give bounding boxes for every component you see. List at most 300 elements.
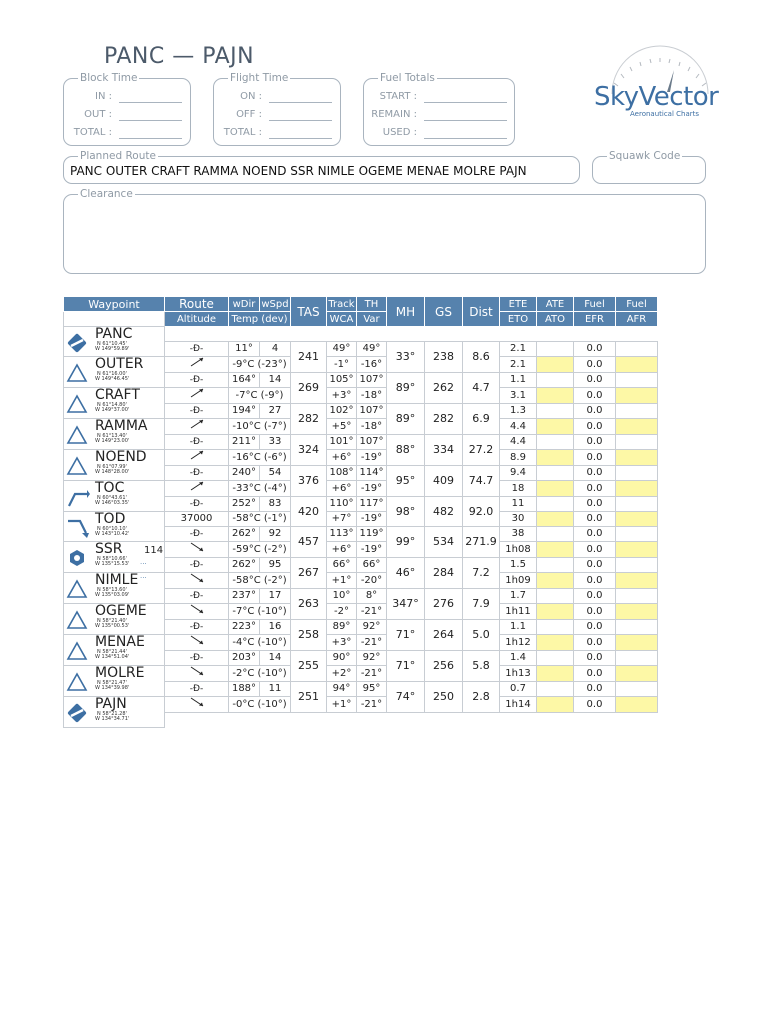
leg-gs: 256 <box>425 651 463 682</box>
leg-efr: 0.0 <box>574 357 616 373</box>
leg-efr: 0.0 <box>574 697 616 713</box>
leg-afr[interactable] <box>616 481 658 497</box>
leg-fuel-2[interactable] <box>616 404 658 419</box>
leg-ate[interactable] <box>537 497 574 512</box>
leg-mh: 89° <box>387 373 425 404</box>
leg-altitude <box>165 450 229 466</box>
leg-ate[interactable] <box>537 558 574 573</box>
leg-wdir: 262° <box>229 558 260 573</box>
leg-route: -Ð- <box>165 682 229 697</box>
leg-fuel: 0.0 <box>574 435 616 450</box>
leg-th: 107° <box>357 435 387 450</box>
leg-eto: 1h08 <box>500 542 537 558</box>
waypoint-name: RAMMA <box>95 418 148 434</box>
leg-route: -Ð- <box>165 435 229 450</box>
leg-afr[interactable] <box>616 512 658 527</box>
leg-ato[interactable] <box>537 697 574 713</box>
leg-mh: 71° <box>387 620 425 651</box>
triangle-icon <box>66 362 88 382</box>
climb-arrow-icon <box>190 450 204 460</box>
leg-ato[interactable] <box>537 481 574 497</box>
planned-route-value[interactable]: PANC OUTER CRAFT RAMMA NOEND SSR NIMLE OGEME MENAE MOLRE PAJN <box>70 164 527 178</box>
planned-route-legend: Planned Route <box>80 150 156 162</box>
leg-ete: 4.4 <box>500 435 537 450</box>
leg-wspd: 14 <box>260 373 291 388</box>
fuel-start-field[interactable] <box>424 102 507 103</box>
col-ete: ETE <box>500 297 537 312</box>
leg-afr[interactable] <box>616 635 658 651</box>
leg-wca: +1° <box>327 697 357 713</box>
leg-ete: 2.1 <box>500 342 537 357</box>
descent-arrow-icon <box>190 635 204 645</box>
leg-th: 119° <box>357 527 387 542</box>
leg-fuel: 0.0 <box>574 342 616 357</box>
table-row <box>64 542 658 558</box>
leg-wdir: 240° <box>229 466 260 481</box>
waypoint-lat: N 58°21.28' <box>97 711 127 717</box>
descent-arrow-icon <box>190 573 204 583</box>
leg-var: -19° <box>357 542 387 558</box>
leg-wspd: 27 <box>260 404 291 419</box>
leg-gs: 264 <box>425 620 463 651</box>
table-row <box>64 512 658 527</box>
leg-fuel-2[interactable] <box>616 651 658 666</box>
leg-ate[interactable] <box>537 682 574 697</box>
table-row <box>64 419 658 435</box>
leg-route: -Ð- <box>165 558 229 573</box>
leg-ate[interactable] <box>537 435 574 450</box>
col-ate: ATE <box>537 297 574 312</box>
leg-dist: 271.9 <box>463 527 500 558</box>
leg-ete: 1.1 <box>500 373 537 388</box>
waypoint-lat: N 58°10.66' <box>97 556 127 562</box>
waypoint-cell[interactable] <box>64 666 165 697</box>
leg-gs: 282 <box>425 404 463 435</box>
waypoint-name: PANC <box>95 326 133 342</box>
leg-gs: 482 <box>425 497 463 527</box>
leg-wspd: 33 <box>260 435 291 450</box>
leg-efr: 0.0 <box>574 604 616 620</box>
leg-afr[interactable] <box>616 419 658 435</box>
triangle-icon <box>66 609 88 629</box>
leg-wca: +3° <box>327 635 357 651</box>
leg-eto: 1h12 <box>500 635 537 651</box>
leg-var: -21° <box>357 666 387 682</box>
leg-wdir: 252° <box>229 497 260 512</box>
waypoint-lat: N 60°10.10' <box>97 526 127 532</box>
flight-off-field[interactable] <box>269 120 332 121</box>
leg-fuel: 0.0 <box>574 558 616 573</box>
leg-fuel-2[interactable] <box>616 527 658 542</box>
leg-fuel-2[interactable] <box>616 558 658 573</box>
col-wca: WCA <box>327 312 357 327</box>
leg-afr[interactable] <box>616 697 658 713</box>
waypoint-cell[interactable] <box>64 419 165 450</box>
leg-route: -Ð- <box>165 373 229 388</box>
col-wdir: wDir <box>229 297 260 312</box>
leg-route: -Ð- <box>165 527 229 542</box>
leg-mh: 74° <box>387 682 425 713</box>
descent-icon <box>66 517 88 537</box>
waypoint-cell[interactable] <box>64 450 165 481</box>
leg-th: 107° <box>357 404 387 419</box>
leg-gs: 284 <box>425 558 463 589</box>
table-row <box>64 604 658 620</box>
leg-gs: 334 <box>425 435 463 466</box>
waypoint-cell[interactable] <box>64 604 165 635</box>
leg-ate[interactable] <box>537 342 574 357</box>
leg-route: -Ð- <box>165 589 229 604</box>
leg-wca: -1° <box>327 357 357 373</box>
fuel-totals-legend: Fuel Totals <box>380 72 435 84</box>
table-row <box>64 635 658 651</box>
waypoint-cell[interactable] <box>64 327 165 357</box>
leg-ato[interactable] <box>537 604 574 620</box>
leg-th: 92° <box>357 620 387 635</box>
waypoint-lat: N 60°43.61' <box>97 495 127 501</box>
leg-ato[interactable] <box>537 357 574 373</box>
waypoint-name: NOEND <box>95 449 147 465</box>
waypoint-lat: N 61°10.45' <box>97 341 127 347</box>
leg-ate[interactable] <box>537 651 574 666</box>
leg-track: 113° <box>327 527 357 542</box>
col-var: Var <box>357 312 387 327</box>
leg-efr: 0.0 <box>574 450 616 466</box>
leg-wspd: 4 <box>260 342 291 357</box>
leg-eto: 1h13 <box>500 666 537 682</box>
leg-fuel: 0.0 <box>574 404 616 419</box>
flight-total-label: TOTAL : <box>223 127 262 138</box>
leg-wdir: 211° <box>229 435 260 450</box>
leg-wspd: 16 <box>260 620 291 635</box>
block-out-field[interactable] <box>119 120 182 121</box>
col-tas: TAS <box>291 297 327 327</box>
leg-wdir: 164° <box>229 373 260 388</box>
leg-tas: 255 <box>291 651 327 682</box>
leg-wca: +6° <box>327 481 357 497</box>
leg-wspd: 11 <box>260 682 291 697</box>
leg-var: -19° <box>357 481 387 497</box>
leg-fuel: 0.0 <box>574 527 616 542</box>
leg-wdir: 194° <box>229 404 260 419</box>
leg-altitude <box>165 481 229 497</box>
leg-dist: 5.8 <box>463 651 500 682</box>
waypoint-name: MENAE <box>95 634 145 650</box>
leg-efr: 0.0 <box>574 481 616 497</box>
waypoint-cell[interactable] <box>64 357 165 388</box>
leg-mh: 89° <box>387 404 425 435</box>
squawk-box[interactable] <box>592 150 706 184</box>
clearance-box[interactable] <box>63 188 706 274</box>
leg-altitude <box>165 573 229 589</box>
leg-afr[interactable] <box>616 388 658 404</box>
leg-fuel: 0.0 <box>574 682 616 697</box>
leg-ete: 1.4 <box>500 651 537 666</box>
leg-fuel-2[interactable] <box>616 373 658 388</box>
triangle-icon <box>66 671 88 691</box>
leg-ato[interactable] <box>537 388 574 404</box>
leg-wca: +3° <box>327 388 357 404</box>
leg-mh: 88° <box>387 435 425 466</box>
leg-wdir: 262° <box>229 527 260 542</box>
leg-th: 92° <box>357 651 387 666</box>
flight-on-field[interactable] <box>269 102 332 103</box>
climb-arrow-icon <box>190 481 204 491</box>
waypoint-lon: W 148°28.00' <box>95 469 130 475</box>
leg-track: 105° <box>327 373 357 388</box>
leg-wspd: 92 <box>260 527 291 542</box>
flight-total-field[interactable] <box>269 138 332 139</box>
leg-track: 110° <box>327 497 357 512</box>
table-row <box>64 450 658 466</box>
triangle-icon <box>66 424 88 444</box>
leg-afr[interactable] <box>616 604 658 620</box>
leg-eto: 30 <box>500 512 537 527</box>
leg-route: -Ð- <box>165 342 229 357</box>
leg-tas: 324 <box>291 435 327 466</box>
leg-temp: -2°C (-10°) <box>229 666 291 682</box>
leg-fuel: 0.0 <box>574 651 616 666</box>
col-fuel-2: Fuel <box>616 297 658 312</box>
block-in-field[interactable] <box>119 102 182 103</box>
waypoint-cell[interactable] <box>64 512 165 542</box>
col-fuel: Fuel <box>574 297 616 312</box>
leg-ato[interactable] <box>537 450 574 466</box>
leg-tas: 267 <box>291 558 327 589</box>
leg-dist: 74.7 <box>463 466 500 497</box>
col-waypoint: Waypoint <box>64 297 165 312</box>
leg-temp: -58°C (-2°) <box>229 573 291 589</box>
leg-var: -21° <box>357 635 387 651</box>
morse-icon: ··· ··· <box>140 560 147 582</box>
waypoint-lon: W 149°23.00' <box>95 438 130 444</box>
leg-ete: 1.1 <box>500 620 537 635</box>
leg-temp: -10°C (-7°) <box>229 419 291 435</box>
leg-temp: -59°C (-2°) <box>229 542 291 558</box>
leg-track: 89° <box>327 620 357 635</box>
leg-afr[interactable] <box>616 450 658 466</box>
leg-ato[interactable] <box>537 542 574 558</box>
leg-wspd: 83 <box>260 497 291 512</box>
leg-fuel-2[interactable] <box>616 497 658 512</box>
leg-tas: 258 <box>291 620 327 651</box>
leg-efr: 0.0 <box>574 388 616 404</box>
waypoint-lon: W 149°37.00' <box>95 407 130 413</box>
block-time-legend: Block Time <box>80 72 138 84</box>
leg-ato[interactable] <box>537 635 574 651</box>
leg-gs: 276 <box>425 589 463 620</box>
leg-track: 101° <box>327 435 357 450</box>
waypoint-name: OUTER <box>95 356 144 372</box>
flight-time-legend: Flight Time <box>230 72 289 84</box>
waypoint-cell[interactable] <box>64 573 165 604</box>
leg-var: -18° <box>357 419 387 435</box>
waypoint-name: TOD <box>95 511 126 527</box>
fuel-used-field[interactable] <box>424 138 507 139</box>
waypoint-lon: W 146°03.35' <box>95 500 130 506</box>
waypoint-lat: N 58°13.60' <box>97 587 127 593</box>
leg-temp: -4°C (-10°) <box>229 635 291 651</box>
leg-fuel-2[interactable] <box>616 620 658 635</box>
leg-ate[interactable] <box>537 404 574 419</box>
waypoint-name: PAJN <box>95 696 127 712</box>
leg-gs: 250 <box>425 682 463 713</box>
fuel-remain-field[interactable] <box>424 120 507 121</box>
leg-gs: 534 <box>425 527 463 558</box>
vor-icon <box>66 547 88 567</box>
leg-route: -Ð- <box>165 497 229 512</box>
leg-afr[interactable] <box>616 573 658 589</box>
leg-tas: 241 <box>291 342 327 373</box>
leg-ate[interactable] <box>537 373 574 388</box>
leg-tas: 376 <box>291 466 327 497</box>
leg-ato[interactable] <box>537 666 574 682</box>
leg-eto: 2.1 <box>500 357 537 373</box>
leg-dist: 7.2 <box>463 558 500 589</box>
leg-ete: 38 <box>500 527 537 542</box>
leg-mh: 46° <box>387 558 425 589</box>
leg-eto: 8.9 <box>500 450 537 466</box>
leg-altitude <box>165 357 229 373</box>
descent-arrow-icon <box>190 542 204 552</box>
waypoint-cell[interactable] <box>64 635 165 666</box>
waypoint-lon: W 134°34.71' <box>95 716 130 722</box>
waypoint-frequency: 114 <box>144 545 164 556</box>
waypoint-lon: W 134°51.04' <box>95 654 130 660</box>
waypoint-name: CRAFT <box>95 387 140 403</box>
waypoint-name: OGEME <box>95 603 147 619</box>
block-total-label: TOTAL : <box>73 127 112 138</box>
leg-dist: 8.6 <box>463 342 500 373</box>
leg-fuel-2[interactable] <box>616 342 658 357</box>
leg-ato[interactable] <box>537 419 574 435</box>
table-row <box>64 357 658 373</box>
leg-wdir: 188° <box>229 682 260 697</box>
leg-wdir: 203° <box>229 651 260 666</box>
leg-temp: -33°C (-4°) <box>229 481 291 497</box>
leg-afr[interactable] <box>616 666 658 682</box>
leg-ate[interactable] <box>537 589 574 604</box>
leg-temp: -0°C (-10°) <box>229 697 291 713</box>
leg-fuel: 0.0 <box>574 589 616 604</box>
leg-altitude <box>165 419 229 435</box>
waypoint-cell[interactable] <box>64 697 165 728</box>
waypoint-lat: N 61°13.40' <box>97 433 127 439</box>
leg-temp: -7°C (-10°) <box>229 604 291 620</box>
leg-gs: 409 <box>425 466 463 497</box>
leg-track: 102° <box>327 404 357 419</box>
leg-wspd: 14 <box>260 651 291 666</box>
leg-ate[interactable] <box>537 527 574 542</box>
leg-fuel-2[interactable] <box>616 682 658 697</box>
leg-temp: -9°C (-23°) <box>229 357 291 373</box>
col-afr: AFR <box>616 312 658 327</box>
leg-fuel: 0.0 <box>574 620 616 635</box>
leg-wca: +1° <box>327 573 357 589</box>
leg-altitude <box>165 697 229 713</box>
table-row <box>64 666 658 682</box>
waypoint-cell[interactable] <box>64 388 165 419</box>
leg-ate[interactable] <box>537 466 574 481</box>
leg-fuel-2[interactable] <box>616 435 658 450</box>
leg-altitude <box>165 635 229 651</box>
leg-tas: 269 <box>291 373 327 404</box>
flight-off-label: OFF : <box>236 109 262 120</box>
leg-var: -21° <box>357 604 387 620</box>
leg-track: 49° <box>327 342 357 357</box>
leg-ato[interactable] <box>537 512 574 527</box>
leg-efr: 0.0 <box>574 419 616 435</box>
leg-fuel: 0.0 <box>574 466 616 481</box>
leg-ate[interactable] <box>537 620 574 635</box>
leg-th: 49° <box>357 342 387 357</box>
leg-fuel-2[interactable] <box>616 466 658 481</box>
fuel-used-label: USED : <box>382 127 417 138</box>
leg-eto: 1h11 <box>500 604 537 620</box>
leg-wdir: 237° <box>229 589 260 604</box>
waypoint-name: TOC <box>95 480 125 496</box>
waypoint-name: SSR <box>95 541 123 557</box>
leg-wspd: 54 <box>260 466 291 481</box>
leg-var: -19° <box>357 512 387 527</box>
leg-altitude <box>165 604 229 620</box>
leg-ete: 1.7 <box>500 589 537 604</box>
col-waypoint-sub <box>64 312 165 327</box>
leg-afr[interactable] <box>616 542 658 558</box>
leg-tas: 420 <box>291 497 327 527</box>
leg-dist: 6.9 <box>463 404 500 435</box>
col-eto: ETO <box>500 312 537 327</box>
leg-wspd: 17 <box>260 589 291 604</box>
col-gs: GS <box>425 297 463 327</box>
waypoint-lon: W 135°00.53' <box>95 623 130 629</box>
leg-th: 107° <box>357 373 387 388</box>
leg-altitude: 37000 <box>165 512 229 527</box>
climb-arrow-icon <box>190 357 204 367</box>
leg-dist: 92.0 <box>463 497 500 527</box>
fuel-start-label: START : <box>379 91 417 102</box>
airport-icon <box>66 332 88 352</box>
table-row <box>64 388 658 404</box>
waypoint-cell[interactable] <box>64 481 165 512</box>
leg-wca: +2° <box>327 666 357 682</box>
flight-on-label: ON : <box>240 91 262 102</box>
col-ato: ATO <box>537 312 574 327</box>
descent-arrow-icon <box>190 604 204 614</box>
leg-eto: 3.1 <box>500 388 537 404</box>
leg-eto: 4.4 <box>500 419 537 435</box>
descent-arrow-icon <box>190 697 204 707</box>
waypoint-name: MOLRE <box>95 665 145 681</box>
leg-temp: -16°C (-6°) <box>229 450 291 466</box>
leg-efr: 0.0 <box>574 573 616 589</box>
leg-ete: 1.3 <box>500 404 537 419</box>
squawk-legend: Squawk Code <box>609 150 681 162</box>
leg-eto: 1h09 <box>500 573 537 589</box>
block-total-field[interactable] <box>119 138 182 139</box>
leg-afr[interactable] <box>616 357 658 373</box>
leg-var: -20° <box>357 573 387 589</box>
leg-th: 114° <box>357 466 387 481</box>
logo-subtitle: Aeronautical Charts <box>630 110 700 118</box>
leg-fuel-2[interactable] <box>616 589 658 604</box>
leg-mh: 347° <box>387 589 425 620</box>
leg-ato[interactable] <box>537 573 574 589</box>
leg-wca: +6° <box>327 542 357 558</box>
col-route: Route <box>165 297 229 312</box>
leg-ete: 9.4 <box>500 466 537 481</box>
leg-route: -Ð- <box>165 466 229 481</box>
